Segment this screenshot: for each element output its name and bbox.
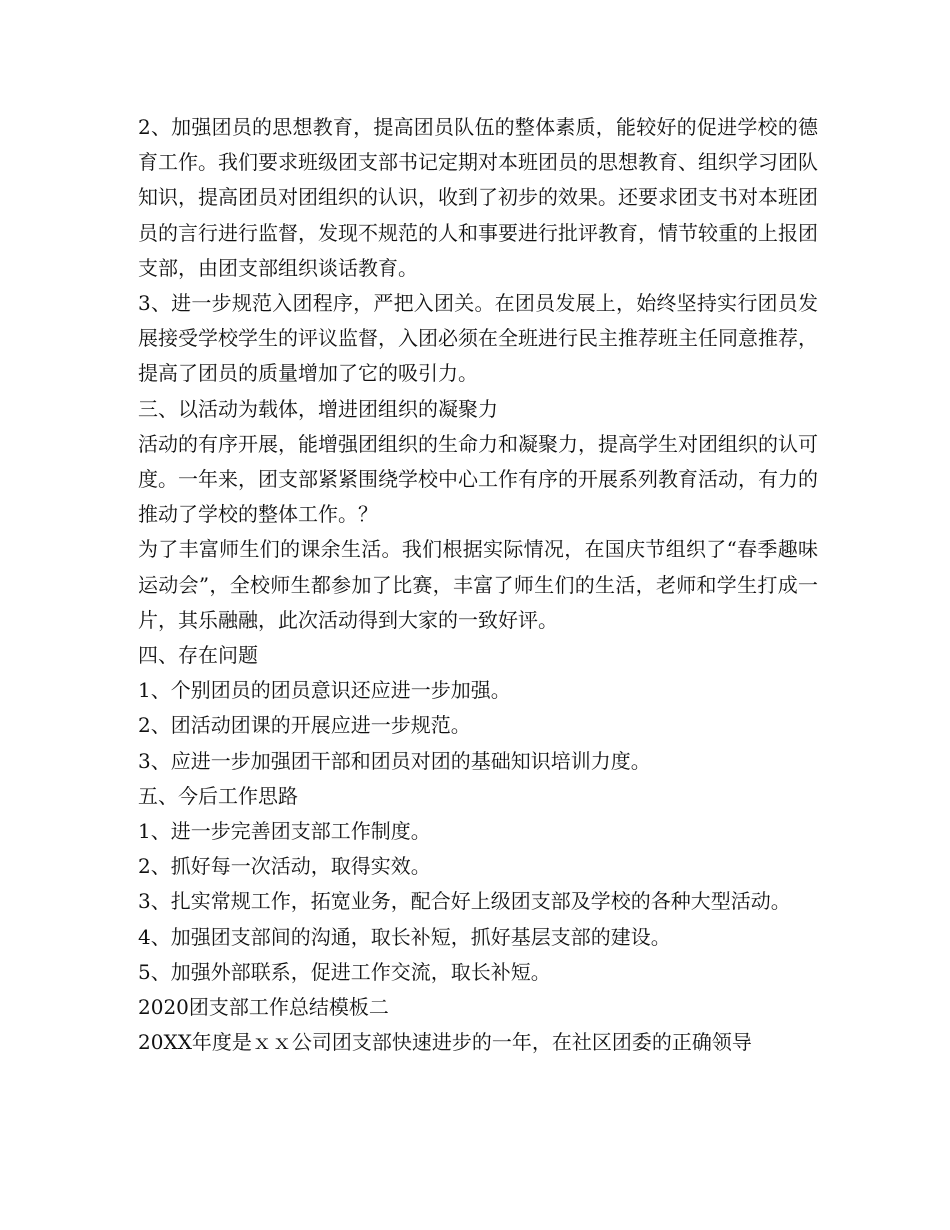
list-item-future-2: 2、抓好每一次活动，取得实效。	[138, 854, 431, 879]
document-body	[138, 110, 818, 1060]
list-item-future-5: 5、加强外部联系，促进工作交流，取长补短。	[138, 959, 551, 984]
paragraph-membership-procedure: 3、进一步规范入团程序，严把入团关。在团员发展上，始终坚持实行团员发展接受学校学生的评议监督，入团必须在全班进行民主推荐班主任同意推荐，提高了团员的质量增加了它的吸引力。	[138, 291, 818, 386]
paragraph-ideology-education: 2、加强团员的思想教育，提高团员队伍的整体素质，能较好的促进学校的德育工作。我们要求班级团支部书记定期对本班团员的思想教育、组织学习团队知识，提高团员对团组织的认识，收到了初步的效果。还要求团支书对本班团员的言行进行监督，发现不规范的人和事要进行批评教育，情节较重的上报团支部，由团支部组织谈话教育。	[138, 115, 818, 280]
list-item-future-4: 4、加强团支部间的沟通，取长补短，抓好基层支部的建设。	[138, 924, 671, 949]
list-item-problem-2: 2、团活动团课的开展应进一步规范。	[138, 713, 471, 738]
section-heading-problems: 四、存在问题	[138, 643, 258, 668]
section-heading-activities: 三、以活动为载体，增进团组织的凝聚力	[138, 396, 498, 421]
list-item-problem-1: 1、个别团员的团员意识还应进一步加强。	[138, 678, 511, 703]
paragraph-sports-meet: 为了丰富师生们的课余生活。我们根据实际情况，在国庆节组织了“春季趣味运动会”，全校师生都参加了比赛，丰富了师生们的生活，老师和学生打成一片，其乐融融，此次活动得到大家的一致好评。	[138, 537, 818, 632]
list-item-future-3: 3、扎实常规工作，拓宽业务，配合好上级团支部及学校的各种大型活动。	[138, 889, 791, 914]
paragraph-annual-intro: 20XX年度是ｘｘ公司团支部快速进步的一年，在社区团委的正确领导	[138, 1030, 752, 1055]
list-item-problem-3: 3、应进一步加强团干部和团员对团的基础知识培训力度。	[138, 748, 651, 773]
list-item-future-1: 1、进一步完善团支部工作制度。	[138, 819, 431, 844]
section-heading-future-work: 五、今后工作思路	[138, 783, 298, 808]
paragraph-activities-overview: 活动的有序开展，能增强团组织的生命力和凝聚力，提高学生对团组织的认可度。一年来，团支部紧紧围绕学校中心工作有序的开展系列教育活动，有力的推动了学校的整体工作。？	[138, 431, 818, 527]
document-title-template-two: 2020团支部工作总结模板二	[138, 995, 389, 1020]
